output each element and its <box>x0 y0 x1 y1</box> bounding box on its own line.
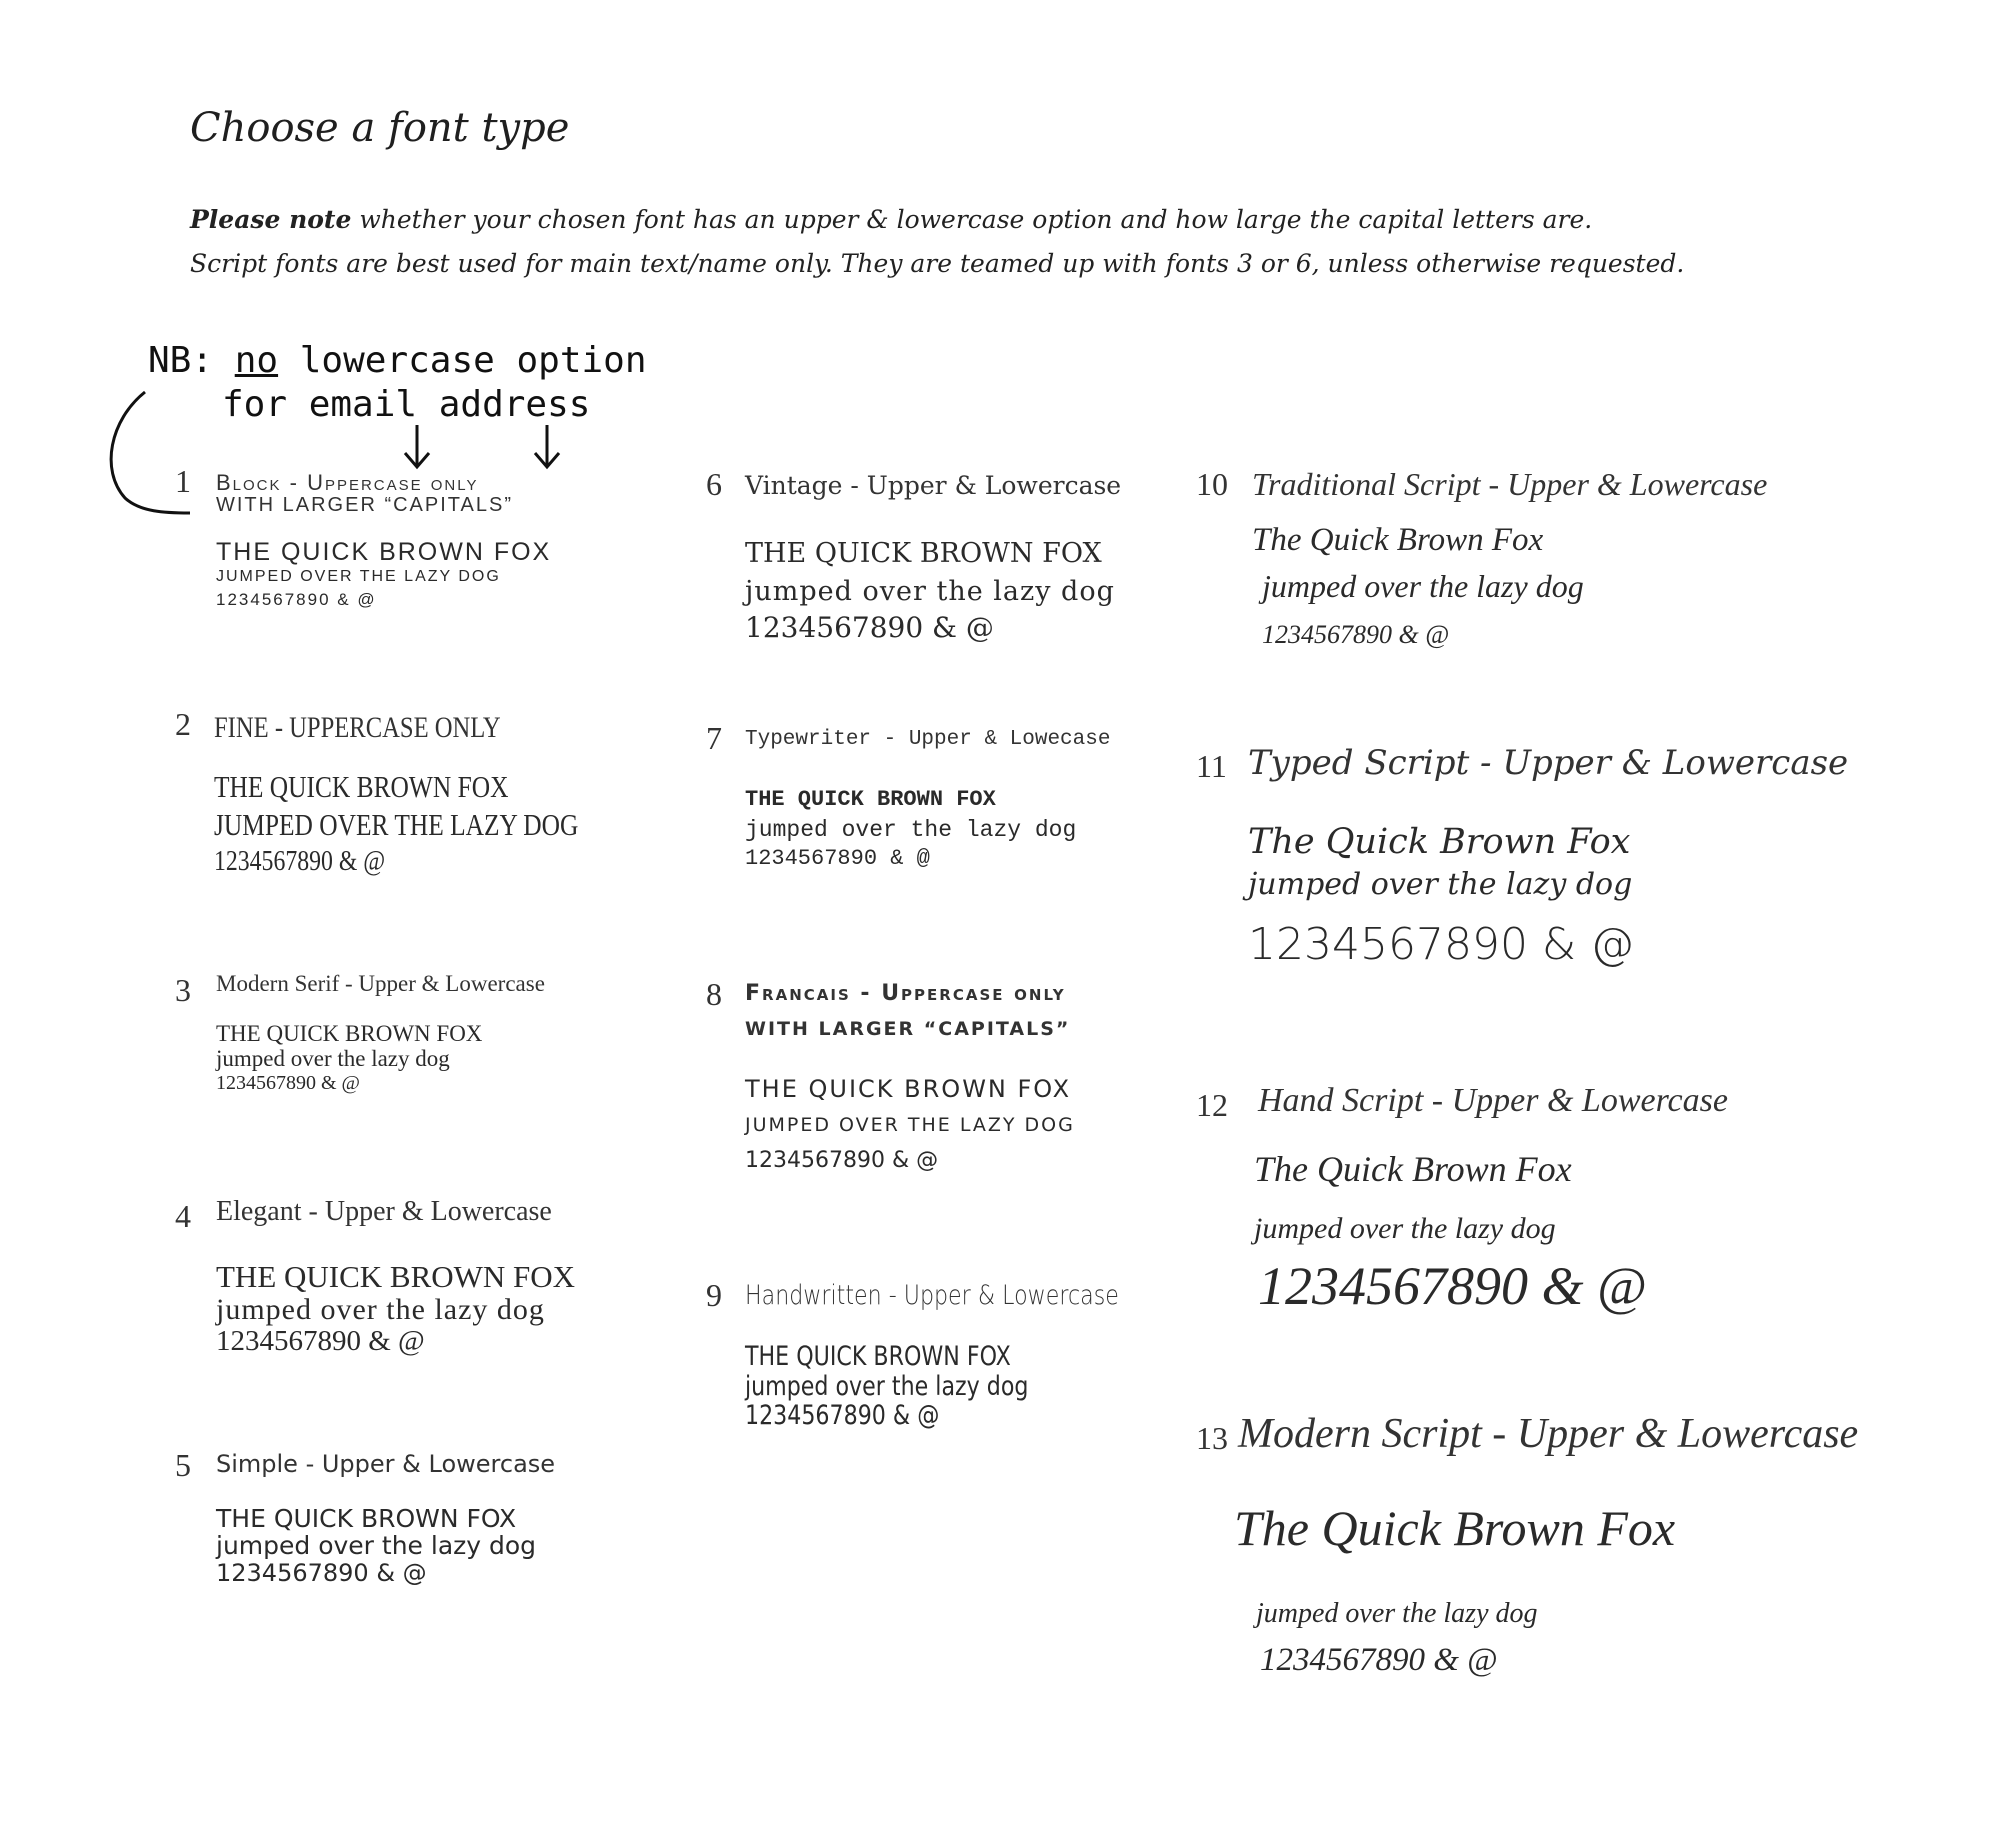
note-bold: Please note <box>190 205 352 234</box>
font-heading: Traditional Script - Upper & Lowercase <box>1252 466 1768 502</box>
font-sample-line-1: THE QUICK BROWN FOX <box>745 787 996 812</box>
font-sample-line-3: 1234567890 & @ <box>1260 1642 1498 1678</box>
font-sample-line-2: jumped over the lazy dog <box>745 576 1115 607</box>
font-number: 3 <box>175 972 191 1008</box>
font-sample-line-2: jumped over the lazy dog <box>1256 1598 1538 1629</box>
font-sample-line-3: 1234567890 & @ <box>1248 919 1635 970</box>
font-number: 4 <box>175 1198 191 1234</box>
nb-line-1-text: lowercase option <box>278 340 647 381</box>
font-sample-line-1: The Quick Brown Fox <box>1248 822 1631 862</box>
font-sample-line-1: THE QUICK BROWN FOX <box>216 1021 483 1046</box>
font-heading: Modern Serif - Upper & Lowercase <box>216 971 545 996</box>
font-heading: Block - Uppercase only <box>216 470 479 495</box>
font-sample-line-2: jumped over the lazy dog <box>216 1293 545 1326</box>
font-sample-line-3: 1234567890 & @ <box>745 1400 940 1431</box>
font-heading: Modern Script - Upper & Lowercase <box>1238 1411 1859 1457</box>
font-sample-line-2: jumped over the lazy dog <box>1248 867 1633 902</box>
font-sample-line-2: jumped over the lazy dog <box>216 1046 450 1071</box>
font-sample-line-2: JUMPED OVER THE LAZY DOG <box>745 1114 1075 1136</box>
font-sample-line-2: jumped over the lazy dog <box>1262 568 1584 604</box>
font-sample-line-3: 1234567890 & @ <box>216 1325 425 1357</box>
font-heading: Handwritten - Upper & Lowercase <box>745 1280 1119 1311</box>
font-number: 12 <box>1196 1087 1228 1123</box>
font-sample-line-1: THE QUICK BROWN FOX <box>745 1341 1011 1372</box>
font-sample-line-3: 1234567890 & @ <box>1262 620 1450 649</box>
font-sample-line-3: 1234567890 & @ <box>745 846 930 871</box>
font-number: 6 <box>706 466 722 502</box>
font-number: 5 <box>175 1447 191 1483</box>
font-sample-line-1: THE QUICK BROWN FOX <box>214 769 509 804</box>
font-number: 8 <box>706 976 722 1012</box>
font-sample-line-3: 1234567890 & @ <box>216 1072 360 1094</box>
note-line-1-text: whether your chosen font has an upper & lowercase option and how large the capital letters are. <box>351 205 1593 234</box>
nb-underlined-word: no <box>234 340 279 381</box>
font-sample-line-2: JUMPED OVER THE LAZY DOG <box>214 807 579 842</box>
font-heading: Francais - Uppercase only <box>745 981 1066 1006</box>
font-heading-2: WITH LARGER “CAPITALS” <box>745 1018 1071 1040</box>
font-number: 11 <box>1196 748 1227 784</box>
note-line-2: Script fonts are best used for main text/name only. They are teamed up with fonts 3 or 6, unless otherwise requested. <box>190 249 1685 278</box>
font-sample-line-3: 1234567890 & @ <box>745 611 994 644</box>
font-heading: Typed Script - Upper & Lowercase <box>1248 743 1849 783</box>
font-sample-line-1: THE QUICK BROWN FOX <box>216 1259 576 1294</box>
font-sample-line-1: THE QUICK BROWN FOX <box>216 538 552 566</box>
font-heading: Vintage - Upper & Lowercase <box>745 471 1122 500</box>
font-sample-line-1: THE QUICK BROWN FOX <box>745 538 1102 569</box>
font-sample-line-3: 1234567890 & @ <box>216 1559 427 1587</box>
nb-annotation-line-2: for email address <box>222 384 591 425</box>
font-number: 2 <box>175 706 191 742</box>
font-sample-line-3: 1234567890 & @ <box>216 590 377 609</box>
font-sample-line-2: jumped over the lazy dog <box>745 1371 1029 1402</box>
font-number: 1 <box>175 463 191 499</box>
font-number: 7 <box>706 720 722 756</box>
font-sample-line-3: 1234567890 & @ <box>214 845 386 877</box>
font-heading-2: WITH LARGER “CAPITALS” <box>216 494 513 516</box>
font-number: 10 <box>1196 466 1228 502</box>
font-sample-line-2: JUMPED OVER THE LAZY DOG <box>216 568 501 585</box>
font-number: 13 <box>1196 1420 1228 1456</box>
font-heading: FINE - UPPERCASE ONLY <box>214 711 501 744</box>
font-heading: Typewriter - Upper & Lowecase <box>745 728 1111 751</box>
font-sample-line-2: jumped over the lazy dog <box>1254 1212 1556 1245</box>
font-sample-line-1: THE QUICK BROWN FOX <box>216 1504 517 1533</box>
font-sample-line-3: 1234567890 & @ <box>745 1148 939 1173</box>
font-sample-line-1: The Quick Brown Fox <box>1252 522 1544 558</box>
page-title: Choose a font type <box>190 105 570 151</box>
font-heading: Simple - Upper & Lowercase <box>216 1450 556 1478</box>
nb-prefix: NB: <box>148 340 214 381</box>
font-sample-line-2: jumped over the lazy dog <box>745 817 1077 843</box>
font-number: 9 <box>706 1277 722 1313</box>
font-sample-line-3: 1234567890 & @ <box>1258 1256 1647 1316</box>
font-heading: Elegant - Upper & Lowercase <box>216 1196 552 1227</box>
font-sample-line-1: The Quick Brown Fox <box>1234 1500 1676 1556</box>
font-sample-line-1: THE QUICK BROWN FOX <box>745 1075 1072 1103</box>
font-sample-line-2: jumped over the lazy dog <box>216 1531 537 1560</box>
font-sample-line-1: The Quick Brown Fox <box>1254 1149 1572 1189</box>
font-heading: Hand Script - Upper & Lowercase <box>1258 1082 1728 1119</box>
